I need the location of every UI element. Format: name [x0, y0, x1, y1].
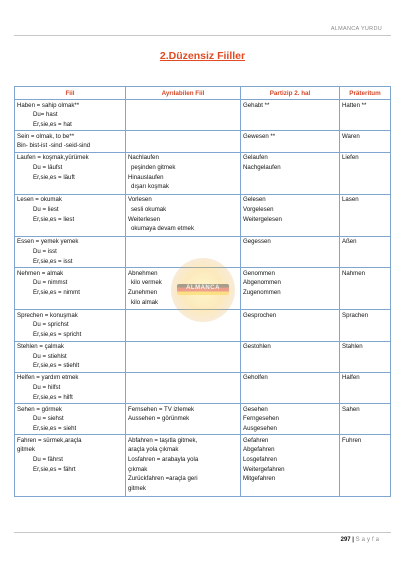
cell-line: Stehlen = çalmak — [17, 343, 64, 351]
cell-line: çıkmak — [128, 465, 148, 473]
cell-line: Du= hast — [33, 111, 58, 119]
fiil-cell — [15, 341, 126, 372]
ayrilabilen-fiil-cell — [126, 236, 241, 267]
cell-line: gitmek — [17, 446, 35, 454]
cell-line: Fahren = sürmek,araçla — [17, 436, 82, 444]
cell-line: Du = isst — [33, 248, 57, 256]
cell-line: Sprechen = konuşmak — [17, 311, 78, 319]
cell-line: Sprachen — [342, 311, 369, 319]
cell-line: Sein = olmak, to be** — [17, 132, 75, 140]
fiil-cell — [15, 152, 126, 194]
cell-line: Du = hilfst — [33, 383, 61, 391]
footer-separator: | — [352, 537, 354, 543]
table-row — [15, 131, 391, 153]
cell-line: Nehmen = almak — [17, 269, 64, 277]
cell-line: Nachlaufen — [128, 154, 159, 162]
cell-line: Du = stiehlst — [33, 352, 67, 360]
cell-line: Er,sie,es = läuft — [33, 173, 75, 181]
prateritum-cell — [340, 404, 391, 435]
cell-line: Zunehmen — [128, 288, 158, 296]
column-header-fiil: Fiil — [15, 87, 126, 100]
ayrilabilen-fiil-cell — [126, 152, 241, 194]
cell-line: gitmek — [128, 484, 146, 492]
cell-line: Gefahren — [243, 436, 269, 444]
cell-line: Gehabt ** — [243, 101, 270, 109]
fiil-cell — [15, 310, 126, 341]
cell-line: Losgefahren — [243, 456, 277, 464]
cell-line: Halfen — [342, 374, 360, 382]
page-title: 2.Düzensiz Fiiller — [159, 50, 246, 62]
prateritum-cell — [340, 310, 391, 341]
cell-line: Liefen — [342, 154, 359, 162]
partizip-cell — [241, 435, 340, 497]
ayrilabilen-fiil-cell — [126, 194, 241, 236]
cell-line: Geholfen — [243, 374, 268, 382]
cell-line: kilo vermek — [131, 279, 162, 287]
prateritum-cell — [340, 100, 391, 131]
cell-line: Mitgefahren — [243, 475, 276, 483]
prateritum-cell — [340, 194, 391, 236]
cell-line: Weitergefahren — [243, 465, 285, 473]
cell-line: dışarı koşmak — [131, 183, 169, 191]
header-divider — [14, 35, 391, 36]
cell-line: Fuhren — [342, 436, 362, 444]
cell-line: Er,sie,es = stiehlt — [33, 362, 80, 370]
cell-line: Hatten ** — [342, 101, 367, 109]
cell-line: Gewesen ** — [243, 132, 276, 140]
partizip-cell — [241, 372, 340, 403]
cell-line: Gestohlen — [243, 343, 271, 351]
cell-line: Gesehen — [243, 405, 268, 413]
table-row — [15, 435, 391, 497]
table-row — [15, 404, 391, 435]
cell-line: Er,sie,es = liest — [33, 215, 75, 223]
ayrilabilen-fiil-cell — [126, 341, 241, 372]
cell-line: Aßen — [342, 238, 357, 246]
cell-line: Du = liest — [33, 206, 59, 214]
column-header-ayrilabilen-fiil: Ayrılabilen Fiil — [126, 87, 241, 100]
ayrilabilen-fiil-cell — [126, 372, 241, 403]
page-label: Sayfa — [355, 537, 381, 543]
column-header-prateritum: Präteritum — [340, 87, 391, 100]
ayrilabilen-fiil-cell — [126, 100, 241, 131]
cell-line: Ferngesehen — [243, 415, 279, 423]
table-row — [15, 194, 391, 236]
partizip-cell — [241, 100, 340, 131]
cell-line: Er,sie,es = spricht — [33, 330, 82, 338]
ayrilabilen-fiil-cell — [126, 131, 241, 153]
cell-line: sesli okumak — [131, 206, 167, 214]
partizip-cell — [241, 236, 340, 267]
cell-line: Genommen — [243, 269, 275, 277]
cell-line: Zurückfahren =araçla geri — [128, 475, 198, 483]
almanca-yurdu-logo-watermark — [171, 258, 235, 322]
column-header-partizip: Partizip 2. hal — [241, 87, 340, 100]
site-name-header: ALMANCA YURDU — [330, 26, 382, 32]
cell-line: Abgefahren — [243, 446, 275, 454]
cell-line: peşinden gitmek — [131, 164, 176, 172]
table-row — [15, 100, 391, 131]
cell-line: Abnehmen — [128, 269, 158, 277]
cell-line: Lesen = okumak — [17, 196, 62, 204]
fiil-cell — [15, 268, 126, 310]
cell-line: Weitergelesen — [243, 215, 282, 223]
prateritum-cell — [340, 341, 391, 372]
cell-line: Aussehen = görünmek — [128, 415, 190, 423]
cell-line: Bin- bist-ist -sind -seid-sind — [17, 142, 91, 150]
cell-line: Ausgesehen — [243, 424, 277, 432]
cell-line: Er,sie,es = hat — [33, 120, 72, 128]
partizip-cell — [241, 268, 340, 310]
prateritum-cell — [340, 131, 391, 153]
ayrilabilen-fiil-cell — [126, 435, 241, 497]
table-row — [15, 372, 391, 403]
watermark-text: ALMANCA — [186, 285, 220, 291]
prateritum-cell — [340, 372, 391, 403]
cell-line: Du = siehst — [33, 415, 64, 423]
cell-line: Er,sie,es = isst — [33, 257, 73, 265]
page-number: 297 — [340, 537, 351, 543]
cell-line: Helfen = yardım etmek — [17, 374, 79, 382]
cell-line: Du = läufst — [33, 164, 63, 172]
page-footer — [341, 537, 381, 543]
prateritum-cell — [340, 268, 391, 310]
cell-line: Abfahren = taşıtla gitmek, — [128, 436, 198, 444]
cell-line: Abgenommen — [243, 279, 281, 287]
cell-line: Er,sie,es = nimmt — [33, 288, 80, 296]
cell-line: Du = sprichst — [33, 321, 69, 329]
cell-line: Sahen — [342, 405, 360, 413]
cell-line: Laufen = koşmak,yürümek — [17, 154, 89, 162]
partizip-cell — [241, 310, 340, 341]
fiil-cell — [15, 100, 126, 131]
cell-line: Nachgelaufen — [243, 164, 281, 172]
cell-line: araçla yola çıkmak — [128, 446, 179, 454]
cell-line: Essen = yemek yemek — [17, 238, 79, 246]
cell-line: Gegessen — [243, 238, 271, 246]
cell-line: Weiterlesen — [128, 215, 161, 223]
cell-line: Er,sie,es = sieht — [33, 424, 77, 432]
cell-line: Hinauslaufen — [128, 173, 164, 181]
partizip-cell — [241, 404, 340, 435]
partizip-cell — [241, 341, 340, 372]
cell-line: Zugenommen — [243, 288, 281, 296]
cell-line: Vorlesen — [128, 196, 152, 204]
cell-line: Er,sie,es = fährt — [33, 465, 76, 473]
fiil-cell — [15, 194, 126, 236]
fiil-cell — [15, 372, 126, 403]
cell-line: kilo almak — [131, 298, 159, 306]
cell-line: Haben = sahip olmak** — [17, 101, 80, 109]
cell-line: Nahmen — [342, 269, 366, 277]
table-row — [15, 341, 391, 372]
cell-line: okumaya devam etmek — [131, 225, 194, 233]
cell-line: Fernsehen = TV izlemek — [128, 405, 195, 413]
partizip-cell — [241, 152, 340, 194]
fiil-cell — [15, 435, 126, 497]
cell-line: Sehen = görmek — [17, 405, 62, 413]
prateritum-cell — [340, 152, 391, 194]
cell-line: Er,sie,es = hilft — [33, 393, 73, 401]
cell-line: Gesprochen — [243, 311, 277, 319]
cell-line: Losfahren = arabayla yola — [128, 456, 199, 464]
ayrilabilen-fiil-cell — [126, 404, 241, 435]
prateritum-cell — [340, 236, 391, 267]
cell-line: Du = fährst — [33, 456, 63, 464]
fiil-cell — [15, 404, 126, 435]
table-header-row — [15, 87, 391, 100]
cell-line: Stahlen — [342, 343, 363, 351]
cell-line: Du = nimmst — [33, 279, 68, 287]
cell-line: Gelaufen — [243, 154, 268, 162]
cell-line: Waren — [342, 132, 360, 140]
footer-divider — [14, 532, 391, 533]
cell-line: Vorgelesen — [243, 206, 274, 214]
table-row — [15, 152, 391, 194]
cell-line: Lasen — [342, 196, 359, 204]
partizip-cell — [241, 131, 340, 153]
prateritum-cell — [340, 435, 391, 497]
fiil-cell — [15, 236, 126, 267]
fiil-cell — [15, 131, 126, 153]
cell-line: Gelesen — [243, 196, 266, 204]
partizip-cell — [241, 194, 340, 236]
